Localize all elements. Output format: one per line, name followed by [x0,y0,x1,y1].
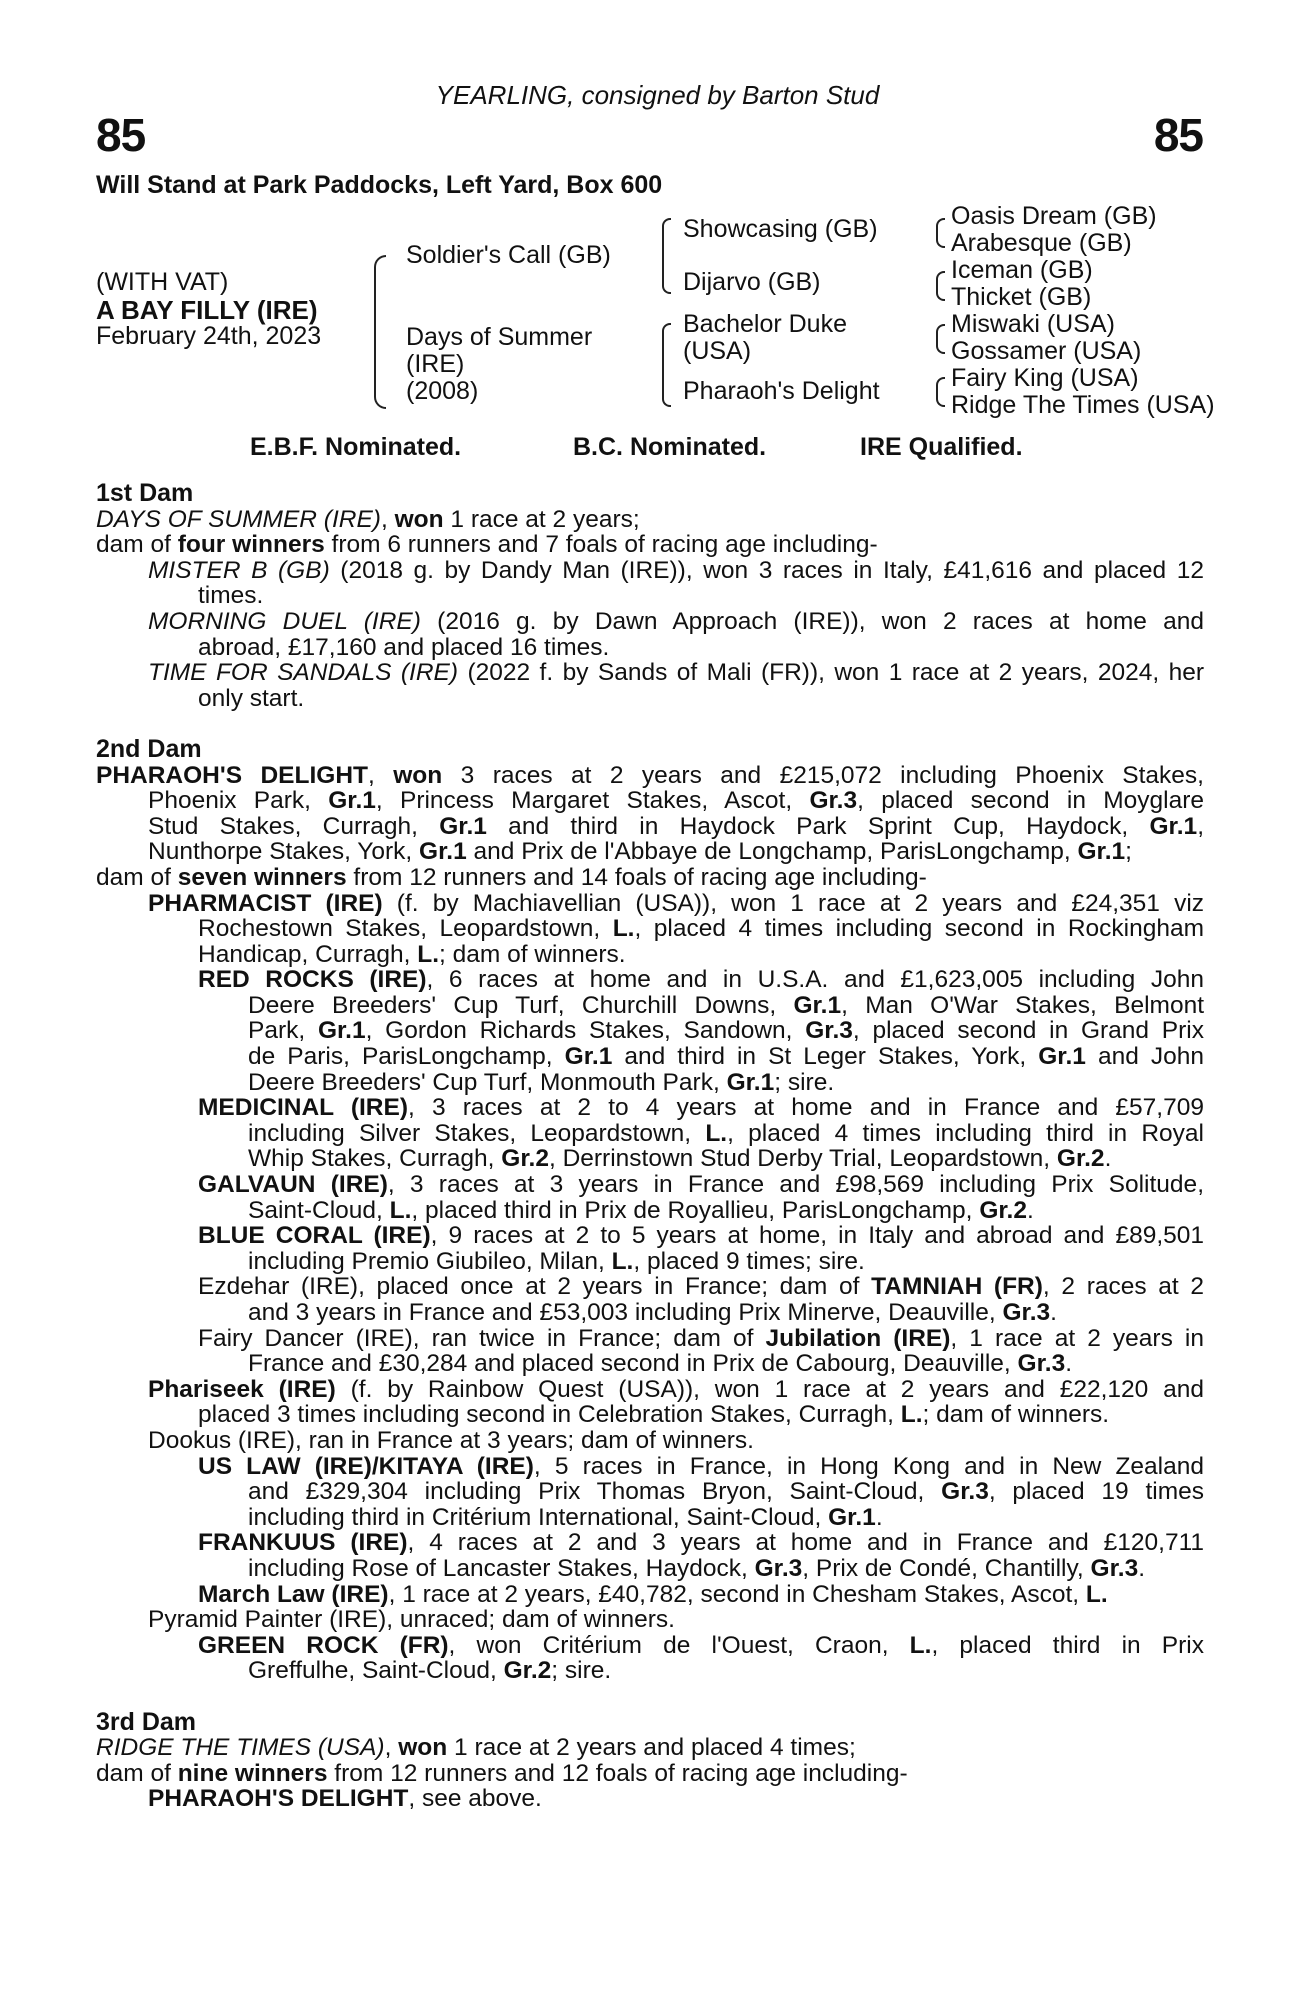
grade: Gr.2 [503,1657,552,1685]
galvaun-2 [96,1198,1204,1224]
ggen-2: Arabesque (GB) [951,229,1132,257]
green-rock-2 [96,1658,1204,1684]
text: , placed second in Grand Prix [852,1017,1204,1045]
text: Rochestown Stakes, Leopardstown, [198,915,613,943]
text: including Premio Giubileo, Milan, [248,1247,612,1275]
text: Fairy Dancer (IRE), ran twice in France; dam of [198,1324,766,1352]
pedigree-brace-g3 [936,324,945,354]
vat-note: (WITH VAT) [96,268,229,296]
blue-coral-2 [96,1249,1204,1275]
horse-name: PHARMACIST (IRE) [148,889,383,917]
red-rocks-4 [96,1044,1204,1070]
text: Deere Breeders' Cup Turf, Churchill Downs, [248,991,794,1019]
text: , 6 races at home and in U.S.A. and £1,623,005 including John [426,966,1205,994]
text: France and £30,284 and placed second in Prix de Cabourg, Deauville, [248,1350,1018,1378]
text: , placed third in Prix de Royallieu, ParisLongchamp, [411,1196,980,1224]
grade: Gr.1 [1038,1043,1086,1071]
grade: L. [389,1196,412,1224]
horse-name: GALVAUN (IRE) [198,1171,388,1199]
progeny-line: (2018 g. by Dandy Man (IRE)), won 3 races in Italy, £41,616 and placed 12 [329,556,1204,584]
text: dam of [96,863,178,891]
horse-name: Phariseek (IRE) [148,1375,336,1403]
text: placed 3 times including second in Celebration Stakes, Curragh, [198,1401,901,1429]
red-rocks-2 [96,993,1204,1019]
pedigree-brace-sire [662,218,671,294]
text: (f. by Rainbow Quest (USA)), won 1 race at 2 years and £22,120 and [335,1375,1204,1403]
grade: Gr.3 [809,787,858,815]
text: Nunthorpe Stakes, York, [148,838,420,866]
dam1-heading: 1st Dam [96,479,194,507]
grade: L. [1085,1580,1108,1608]
text: including third in Critérium International, Saint-Cloud, [248,1503,829,1531]
pedigree-brace-g2 [936,271,945,301]
sire-name: Soldier's Call (GB) [406,241,611,269]
grade: Gr.1 [419,838,467,866]
text: Stud Stakes, Curragh, [148,812,440,840]
fairy-dancer-2 [96,1351,1204,1377]
text: 1 race at 2 years and placed 4 times; [447,1734,856,1762]
grade: Gr.1 [328,787,376,815]
pedigree-brace-g4 [936,377,945,407]
dam3-won: won [398,1734,448,1762]
progeny-time-for-sandals [96,660,1204,686]
grade: L. [909,1631,932,1659]
text: from 12 runners and 14 foals of racing age including- [346,863,927,891]
horse-name: GREEN ROCK (FR) [198,1631,449,1659]
grade: Gr.1 [439,812,487,840]
dam3-progeny [96,1786,1204,1812]
pedigree-brace-main [374,255,386,409]
us-law-1 [96,1454,1204,1480]
dam1-dam-of: dam of [96,531,178,559]
green-rock-1 [96,1633,1204,1659]
dam1-winners: four winners [177,531,325,559]
grade: L. [705,1119,728,1147]
sire-dam-name: Dijarvo (GB) [683,268,821,296]
pyramid-painter: Pyramid Painter (IRE), unraced; dam of winners. [148,1606,675,1634]
horse-name: A BAY FILLY (IRE) [96,295,318,325]
text: , placed second in Moyglare [857,787,1204,815]
text: and third in St Leger Stakes, York, [612,1043,1039,1071]
medicinal-1 [96,1095,1204,1121]
text: including Silver Stakes, Leopardstown, [248,1119,706,1147]
ggen-1: Oasis Dream (GB) [951,202,1157,230]
grade: L. [900,1401,923,1429]
frankuus-1 [96,1530,1204,1556]
pharmacist-1 [96,891,1204,917]
grade: Gr.3 [941,1478,989,1506]
text: , Prix de Condé, Chantilly, [802,1554,1091,1582]
text: and Prix de l'Abbaye de Longchamp, ParisLongchamp, [466,838,1078,866]
horse-name: TAMNIAH (FR) [871,1273,1043,1301]
horse-name: BLUE CORAL (IRE) [198,1222,431,1250]
text: Saint-Cloud, [248,1196,390,1224]
pedigree-brace-g1 [936,218,945,248]
grade: Gr.1 [564,1043,613,1071]
ggen-4: Thicket (GB) [951,283,1092,311]
blue-coral-1 [96,1223,1204,1249]
grade: Gr.3 [1002,1299,1051,1326]
pharmacist-3 [96,942,1204,968]
progeny-mister-b [96,558,1204,584]
us-law-3 [96,1505,1204,1531]
grade: L. [612,915,635,943]
march-law [96,1582,1204,1608]
dam3-heading: 3rd Dam [96,1707,197,1736]
progeny-mister-b-cont: times. [198,582,264,610]
text: from 12 runners and 12 foals of racing age including- [327,1759,908,1787]
dam-sire-line2: (USA) [683,337,752,365]
dam-dam-name: Pharaoh's Delight [683,377,880,405]
ggen-7: Fairy King (USA) [951,364,1139,392]
progeny-morning-duel [96,609,1204,635]
text: . [1065,1350,1073,1378]
text: Whip Stakes, Curragh, [248,1145,502,1173]
text: Greffulhe, Saint-Cloud, [248,1657,504,1685]
text: . [1138,1554,1146,1582]
dam1-record-text: 1 race at 2 years; [443,505,640,533]
grade: Gr.2 [501,1145,549,1173]
text: , 1 race at 2 years, £40,782, second in Chesham Stakes, Ascot, [388,1580,1086,1608]
text: , placed 19 times [988,1478,1204,1506]
text: . [1027,1196,1034,1224]
dam-sire-line1: Bachelor Duke [683,310,847,338]
text: , won Critérium de l'Ouest, Craon, [448,1631,910,1659]
text: , 3 races at 2 to 4 years at home and in France and £57,709 [407,1094,1204,1122]
red-rocks-1 [96,967,1204,993]
text: ; [1125,838,1132,866]
progeny-name: TIME FOR SANDALS (IRE) [148,659,459,687]
medicinal-3 [96,1146,1204,1172]
text: and £329,304 including Prix Thomas Bryon, Saint-Cloud, [248,1478,942,1506]
ggen-6: Gossamer (USA) [951,337,1142,365]
dam1-record: DAYS OF SUMMER (IRE), won 1 race at 2 years; [96,505,640,533]
ggen-3: Iceman (GB) [951,256,1093,284]
dam2-winners: seven winners [177,863,347,891]
text: , placed third in Prix [931,1631,1204,1659]
ggen-8: Ridge The Times (USA) [951,391,1215,419]
dam2-record-2 [96,788,1204,814]
ezdehar-2 [96,1300,1204,1326]
grade: Gr.1 [828,1503,876,1531]
sire-sire-name: Showcasing (GB) [683,215,878,243]
text: ; dam of winners. [922,1401,1110,1429]
grade: Gr.2 [1056,1145,1105,1173]
galvaun-1 [96,1172,1204,1198]
text: , 1 race at 2 years in [950,1324,1204,1352]
dam2-record-1: PHARAOH'S DELIGHT, won 3 races at 2 years and £215,072 including Phoenix Stakes, [96,761,1204,789]
grade: Gr.3 [1090,1554,1139,1582]
consignment-line: YEARLING, consigned by Barton Stud [435,80,880,110]
progeny-name: MISTER B (GB) [148,556,330,584]
lot-number-right: 85 [1153,109,1203,161]
grade: L. [417,940,440,968]
progeny-time-for-sandals-cont: only start. [198,684,305,712]
medicinal-2 [96,1121,1204,1147]
grade: Gr.3 [754,1554,803,1582]
dam3-winners: nine winners [177,1759,328,1787]
horse-name: US LAW (IRE)/KITAYA (IRE) [198,1452,534,1480]
text: . [1050,1299,1057,1326]
horse-name: PHARAOH'S DELIGHT [148,1785,409,1813]
text: , 2 races at 2 [1042,1273,1205,1301]
text: , placed 4 times including third in Royal [727,1119,1204,1147]
text: dam of [96,1759,178,1787]
text: and John [1085,1043,1204,1071]
text: ; dam of winners. [439,940,626,968]
foaling-date: February 24th, 2023 [96,322,322,350]
progeny-name: MORNING DUEL (IRE) [148,607,421,635]
dam1-won: won [394,505,444,533]
text: de Paris, ParisLongchamp, [248,1043,565,1071]
phariseek-1 [96,1377,1204,1403]
text: . [1104,1145,1112,1173]
dam-name-line1: Days of Summer [406,323,593,351]
text: , placed 9 times; sire. [633,1247,865,1275]
text: , [1197,812,1204,840]
text: Park, [248,1017,318,1045]
text: and third in Haydock Park Sprint Cup, Haydock, [486,812,1150,840]
text: , 4 races at 2 and 3 years at home and in France and £120,711 [407,1529,1204,1557]
text: , Derrinstown Stud Derby Trial, Leopardstown, [548,1145,1057,1173]
dam-name-line2: (IRE) [406,350,465,378]
ggen-5: Miswaki (USA) [951,310,1115,338]
text: Handicap, Curragh, [198,940,418,968]
grade: Gr.1 [317,1017,366,1045]
text: , Gordon Richards Stakes, Sandown, [365,1017,806,1045]
text: , see above. [408,1785,542,1813]
horse-name: MEDICINAL (IRE) [198,1094,408,1122]
grade: Gr.1 [726,1068,775,1096]
ezdehar-1 [96,1274,1204,1300]
lot-number-left: 85 [96,109,146,161]
dam1-produce-text: from 6 runners and 7 foals of racing age including- [324,531,878,559]
horse-name: Jubilation (IRE) [765,1324,951,1352]
grade: Gr.1 [793,991,842,1019]
horse-name: March Law (IRE) [198,1580,389,1608]
progeny-line: (2022 f. by Sands of Mali (FR)), won 1 race at 2 years, 2024, her [458,659,1204,687]
red-rocks-5 [96,1070,1204,1096]
grade: Gr.1 [1149,812,1198,840]
dam3-record: RIDGE THE TIMES (USA), won 1 race at 2 years and placed 4 times; [96,1734,856,1762]
text: (f. by Machiavellian (USA)), won 1 race at 2 years and £24,351 viz [382,889,1205,917]
dam2-name: PHARAOH'S DELIGHT [96,761,368,789]
dam3-name: RIDGE THE TIMES (USA) [96,1734,385,1762]
nomination-bc: B.C. Nominated. [573,433,767,461]
horse-name: RED ROCKS (IRE) [198,966,427,994]
grade: Gr.3 [1017,1350,1066,1378]
pedigree-brace-dam [662,323,671,407]
family-text [96,481,1204,1812]
dam1-name: DAYS OF SUMMER (IRE) [96,505,381,533]
dam2-produce [96,865,1204,891]
nomination-ebf: E.B.F. Nominated. [250,433,462,461]
text: including Rose of Lancaster Stakes, Haydock, [248,1554,755,1582]
phariseek-2 [96,1402,1204,1428]
dookus: Dookus (IRE), ran in France at 3 years; dam of winners. [148,1426,754,1454]
horse-name: FRANKUUS (IRE) [198,1529,408,1557]
text: , 3 races at 3 years in France and £98,569 including Prix Solitude, [387,1171,1204,1199]
stabling-location: Will Stand at Park Paddocks, Left Yard, Box 600 [96,171,663,199]
pharmacist-2 [96,916,1204,942]
text: Deere Breeders' Cup Turf, Monmouth Park, [248,1068,727,1096]
frankuus-2 [96,1556,1204,1582]
text: ; sire. [551,1657,612,1685]
dam2-won: won [393,761,443,789]
grade: Gr.3 [805,1017,853,1045]
text: , 5 races in France, in Hong Kong and in New Zealand [533,1452,1204,1480]
dam2-record-4 [96,839,1204,865]
progeny-line: (2016 g. by Dawn Approach (IRE)), won 2 races at home and [420,607,1204,635]
grade: L. [611,1247,634,1275]
text: Phoenix Park, [148,787,329,815]
us-law-2 [96,1479,1204,1505]
text: and 3 years in France and £53,003 including Prix Minerve, Deauville, [248,1299,1003,1326]
text: , Man O'War Stakes, Belmont [841,991,1205,1019]
nomination-ire: IRE Qualified. [860,433,1023,461]
dam3-produce [96,1761,1204,1787]
red-rocks-3 [96,1018,1204,1044]
text: , placed 4 times including second in Rockingham [634,915,1205,943]
text: , 9 races at 2 to 5 years at home, in Italy and abroad and £89,501 [430,1222,1205,1250]
grade: Gr.2 [979,1196,1027,1224]
dam-name-line3: (2008) [406,377,479,405]
grade: Gr.1 [1077,838,1126,866]
dam1-produce [96,532,1204,558]
dam2-record-3 [96,814,1204,840]
text: Ezdehar (IRE), placed once at 2 years in France; dam of [198,1273,872,1301]
fairy-dancer-1 [96,1326,1204,1352]
text: , Princess Margaret Stakes, Ascot, [375,787,810,815]
progeny-morning-duel-cont: abroad, £17,160 and placed 16 times. [198,633,610,661]
dam2-text: 3 races at 2 years and £215,072 including Phoenix Stakes, [442,761,1204,789]
dam2-heading: 2nd Dam [96,734,202,763]
text: . [875,1503,883,1531]
text: ; sire. [774,1068,835,1096]
